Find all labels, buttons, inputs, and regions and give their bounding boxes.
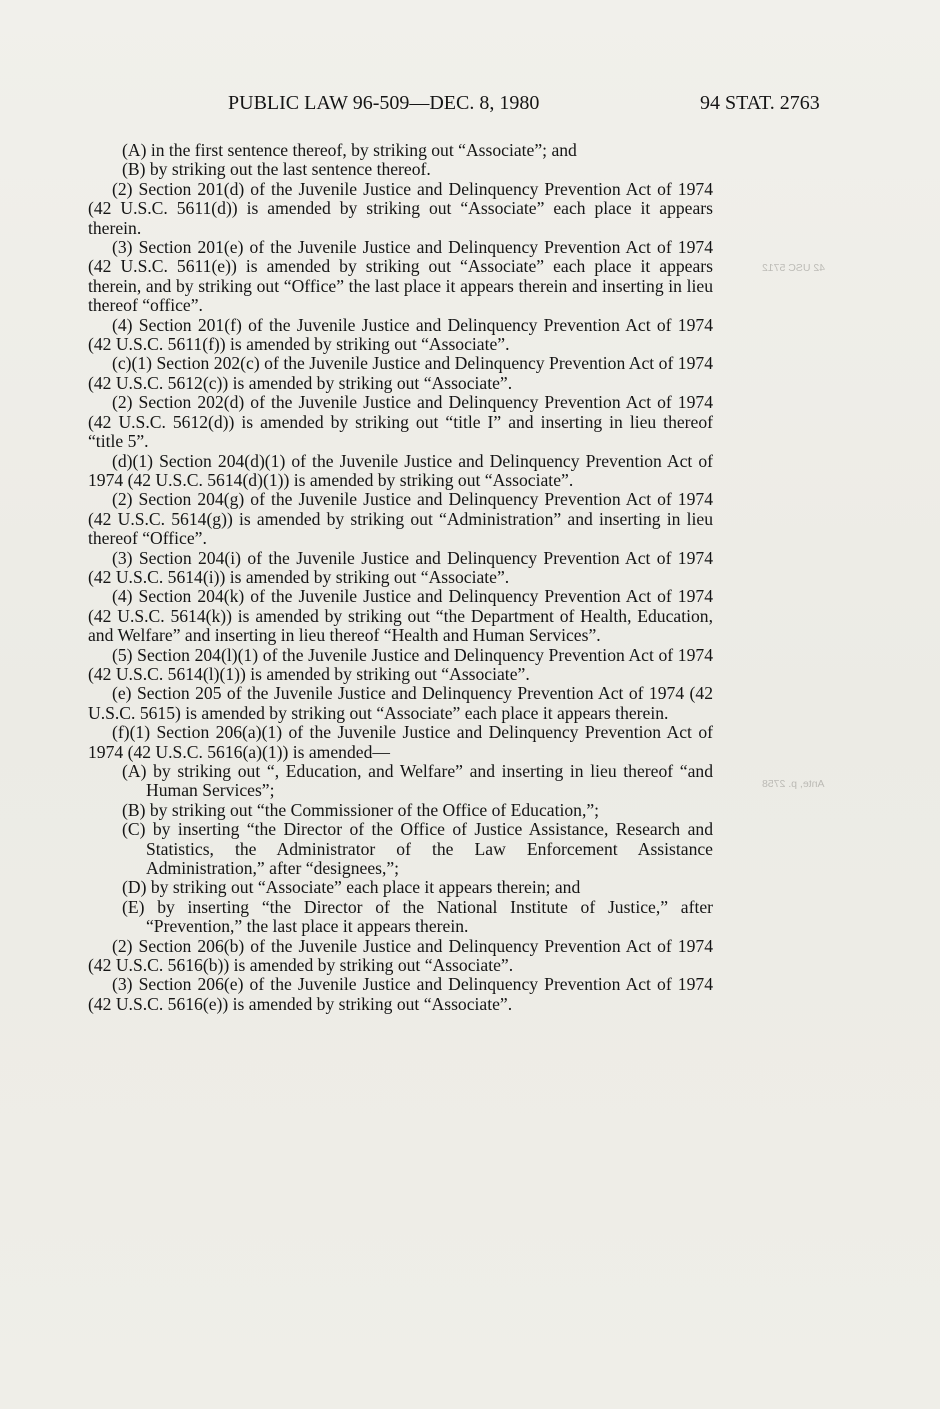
statute-body <box>88 141 713 1014</box>
paragraph: (4) Section 201(f) of the Juvenile Justice and Delinquency Prevention Act of 1974 (42 U.S.C. 5611(f)) is amended by striking out “Associate”. <box>88 314 713 355</box>
paragraph: (d)(1) Section 204(d)(1) of the Juvenile Justice and Delinquency Prevention Act of 1974 (42 U.S.C. 5614(d)(1)) is amended by striking out “Associate”. <box>88 450 713 490</box>
paragraph: (e) Section 205 of the Juvenile Justice and Delinquency Prevention Act of 1974 (42 U.S.C. 5615) is amended by striking out “Associate” each place it appears therein. <box>88 683 713 723</box>
header-law-title: PUBLIC LAW 96-509—DEC. 8, 1980 <box>228 92 540 114</box>
subparagraph: (B) by striking out “the Commissioner of the Office of Education,”; <box>122 799 600 820</box>
paragraph: (f)(1) Section 206(a)(1) of the Juvenile Justice and Delinquency Prevention Act of 1974 (42 U.S.C. 5616(a)(1)) is amended— <box>88 722 713 762</box>
paragraph: (3) Section 204(i) of the Juvenile Justice and Delinquency Prevention Act of 1974 (42 U.S.C. 5614(i)) is amended by striking out “Associate”. <box>88 547 713 587</box>
subparagraph: (D) by striking out “Associate” each place it appears therein; and <box>122 877 581 898</box>
paragraph: (3) Section 201(e) of the Juvenile Justice and Delinquency Prevention Act of 1974 (42 U.S.C. 5611(e)) is amended by striking out “Associate” each place it appears therein, and by striking out “Office” the last place it appears therein and inserting in lieu thereof “office”. <box>88 237 713 316</box>
subparagraph: (C) by inserting “the Director of the Office of Justice Assistance, Research and Statistics, the Administrator of the Law Enforcement Assistance Administration,” after “designees,”; <box>122 819 713 879</box>
paragraph: (c)(1) Section 202(c) of the Juvenile Justice and Delinquency Prevention Act of 1974 (42 U.S.C. 5612(c)) is amended by striking out “Associate”. <box>88 353 713 393</box>
paragraph: (2) Section 201(d) of the Juvenile Justice and Delinquency Prevention Act of 1974 (42 U.S.C. 5611(d)) is amended by striking out “Associate” each place it appears therein. <box>88 178 713 238</box>
paragraph: (2) Section 202(d) of the Juvenile Justice and Delinquency Prevention Act of 1974 (42 U.S.C. 5612(d)) is amended by striking out “title I” and inserting in lieu thereof “title 5”. <box>88 392 713 452</box>
subparagraph: (A) in the first sentence thereof, by striking out “Associate”; and <box>122 140 577 160</box>
header-stat-page: 94 STAT. 2763 <box>700 92 820 114</box>
page-header <box>0 92 940 122</box>
paragraph: (5) Section 204(l)(1) of the Juvenile Justice and Delinquency Prevention Act of 1974 (42 U.S.C. 5614(l)(1)) is amended by striking out “Associate”. <box>88 644 713 684</box>
paragraph: (3) Section 206(e) of the Juvenile Justice and Delinquency Prevention Act of 1974 (42 U.S.C. 5616(e)) is amended by striking out “Associate”. <box>88 974 713 1014</box>
subparagraph: (B) by striking out the last sentence thereof. <box>122 159 431 180</box>
subparagraph: (E) by inserting “the Director of the National Institute of Justice,” after “Prevention,” the last place it appears therein. <box>122 896 713 937</box>
margin-note-reference: Ante, p. 2758 <box>762 778 825 790</box>
paragraph: (4) Section 204(k) of the Juvenile Justice and Delinquency Prevention Act of 1974 (42 U.S.C. 5614(k)) is amended by striking out “the Department of Health, Education, and Welfare” and inserting in lieu thereof “Health and Human Services”. <box>88 586 713 646</box>
paragraph: (2) Section 206(b) of the Juvenile Justice and Delinquency Prevention Act of 1974 (42 U.S.C. 5616(b)) is amended by striking out “Associate”. <box>88 935 713 976</box>
paragraph: (2) Section 204(g) of the Juvenile Justice and Delinquency Prevention Act of 1974 (42 U.S.C. 5614(g)) is amended by striking out “Administration” and inserting in lieu thereof “Office”. <box>88 489 713 549</box>
subparagraph: (A) by striking out “, Education, and Welfare” and inserting in lieu thereof “and Human Services”; <box>122 761 713 801</box>
margin-note-citation: 42 USC 5712 <box>762 262 826 274</box>
